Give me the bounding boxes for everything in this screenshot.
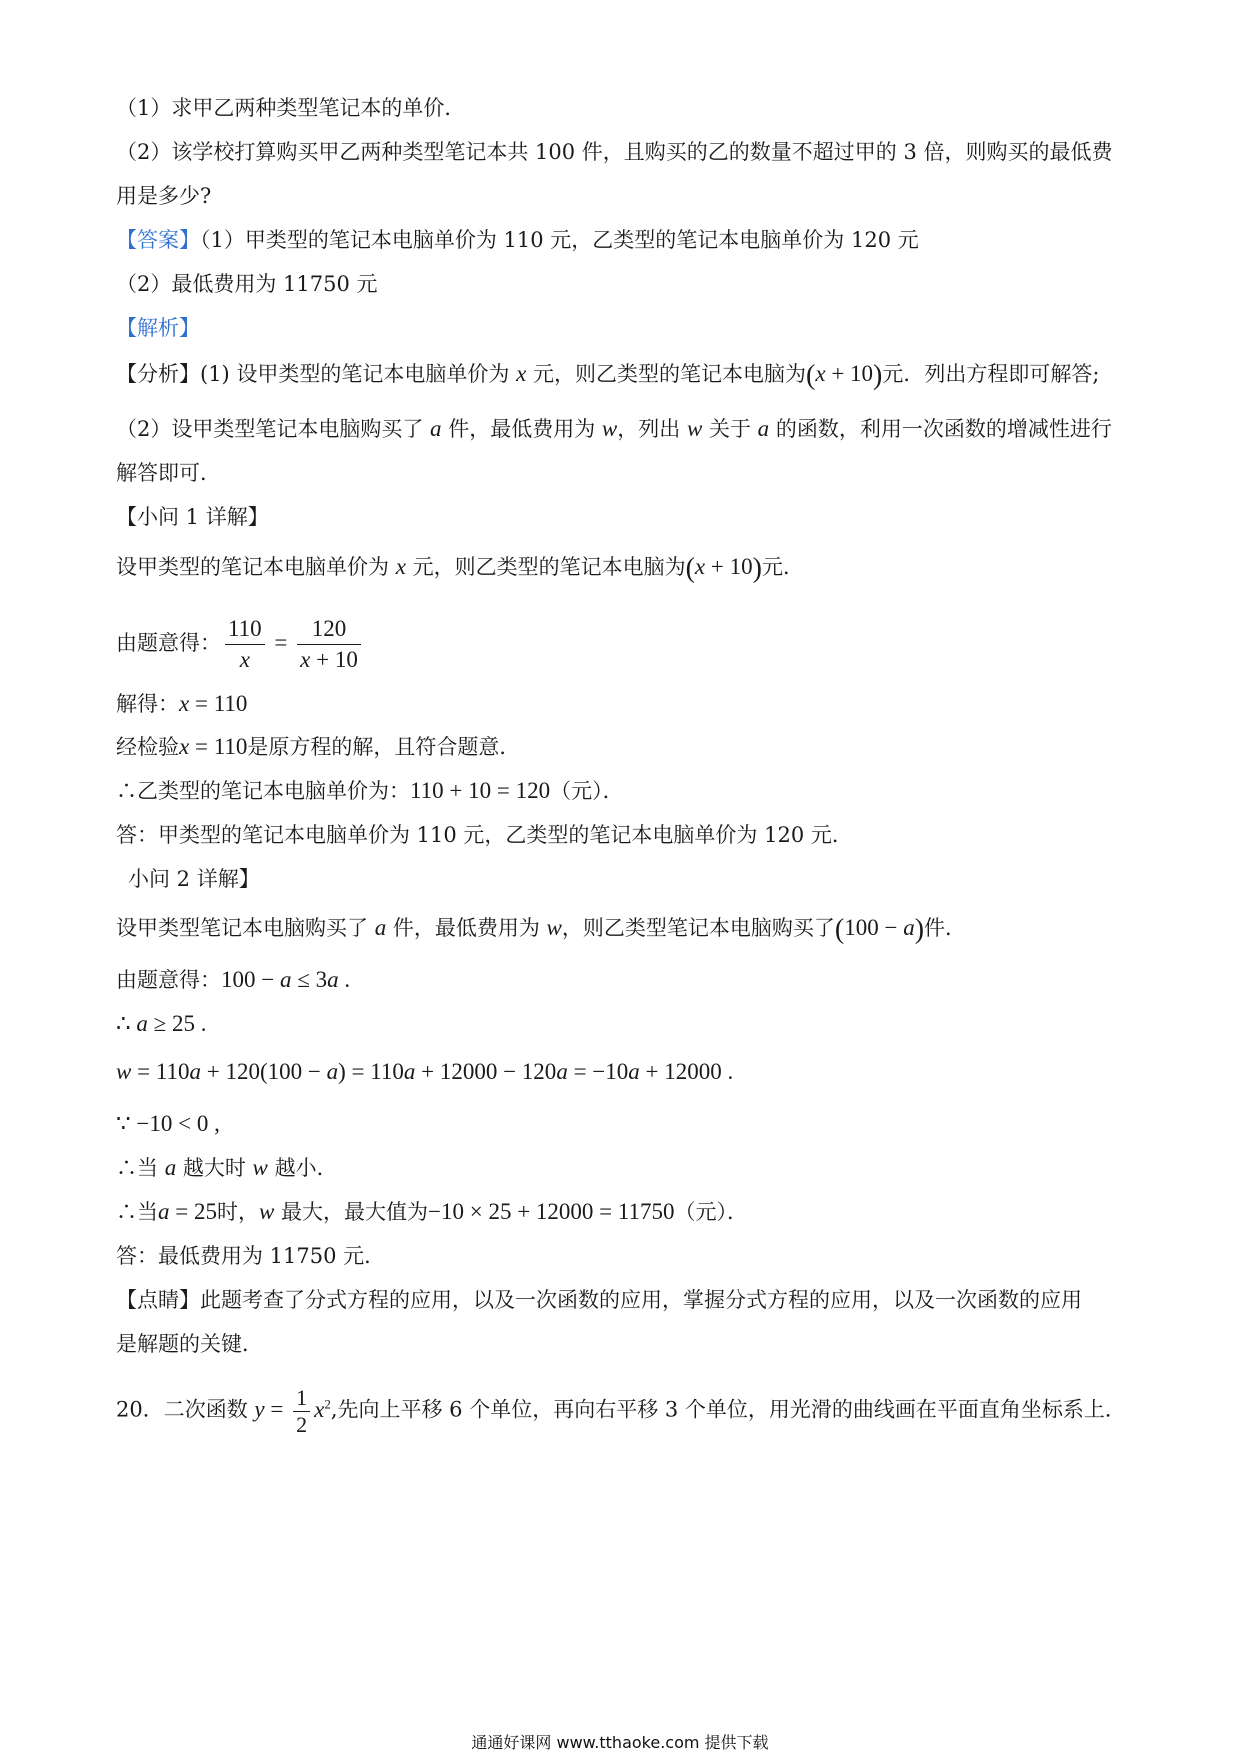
fraction-120-over-x-plus-10: $\frac{120}{x + 10}$ [297,614,361,675]
sub-2-cost-function: w = 110a + 120(100 − a) = 110a + 12000 − 120a = −10a + 12000 . [116,1059,734,1084]
sub-1-answer: 答：甲类型的笔记本电脑单价为 110 元，乙类型的笔记本电脑单价为 120 元． [116,823,853,847]
analysis-part-2-line-2: 解答即可． [116,461,221,485]
analysis-tag: 【解析】 [116,316,200,340]
sub-2-inequality: 由题意得：100 − a ≤ 3a . [116,967,351,992]
sub-1-equation: 由题意得： $\frac{110}{x}$ = $\frac{120}{x + 10}$ [116,612,1130,674]
sub-2-a-range: ∴ a ≥ 25 . [116,1011,207,1036]
sub-2-setup: 设甲类型笔记本电脑购买了 a 件，最低费用为 w，则乙类型笔记本电脑购买了(100 − a)件． [116,914,967,945]
sub-2-because: ∵ −10 < 0 , [116,1111,220,1136]
question-part-2-line-1: （2）该学校打算购买甲乙两种类型笔记本共 100 件，且购买的乙的数量不超过甲的 3 倍，则购买的最低费 [116,140,1113,164]
question-20: 20．二次函数 y = $\frac{1}{2}$ $x^2$,先向上平移 6 个单位，再向右平移 3 个单位，用光滑的曲线画在平面直角坐标系上． [116,1384,1126,1437]
answer-tag: 【答案】 [116,228,200,252]
fraction-110-over-x: $\frac{110}{x}$ [225,614,265,675]
sub-1-setup: 设甲类型的笔记本电脑单价为 x 元，则乙类型的笔记本电脑为(x + 10)元． [116,553,804,584]
sub-2-answer: 答：最低费用为 11750 元． [116,1244,386,1268]
sub-2-monotonic: ∴当 a 越大时 w 越小． [116,1155,338,1180]
sub-question-2-tag: 小问 2 详解】 [128,867,260,891]
sub-1-check: 经检验x = 110是原方程的解，且符合题意． [116,734,521,759]
analysis-part-2-line-1: （2）设甲类型笔记本电脑购买了 a 件，最低费用为 w，列出 w 关于 a 的函数，利用一次函数的增减性进行 [116,416,1112,441]
dianjing-line-1: 【点睛】此题考查了分式方程的应用，以及一次函数的应用，掌握分式方程的应用，以及一次函数的应用 [116,1288,1082,1312]
sub-1-therefore: ∴乙类型的笔记本电脑单价为：110 + 10 = 120（元）． [116,778,624,803]
page-footer: 通通好课网 www.tthaoke.com 提供下载 [471,1733,769,1752]
fraction-one-half: $\frac{1}{2}$ [293,1385,310,1438]
sub-1-solution: 解得：x = 110 [116,691,248,716]
analysis-part-1: 【分析】(1) 设甲类型的笔记本电脑单价为 x 元，则乙类型的笔记本电脑为(x + 10)元．列出方程即可解答; [116,360,1100,391]
answer-line-2: （2）最低费用为 11750 元 [116,272,378,296]
question-part-1: （1）求甲乙两种类型笔记本的单价． [116,96,466,120]
sub-2-maximum: ∴当a = 25时，w 最大，最大值为−10 × 25 + 12000 = 11750（元）． [116,1199,749,1224]
dianjing-line-2: 是解题的关键． [116,1332,263,1356]
sub-question-1-tag: 【小问 1 详解】 [116,505,269,529]
question-part-2-line-2: 用是多少? [116,184,212,208]
answer-line-1: 【答案】（1）甲类型的笔记本电脑单价为 110 元，乙类型的笔记本电脑单价为 120 元 [116,228,919,252]
